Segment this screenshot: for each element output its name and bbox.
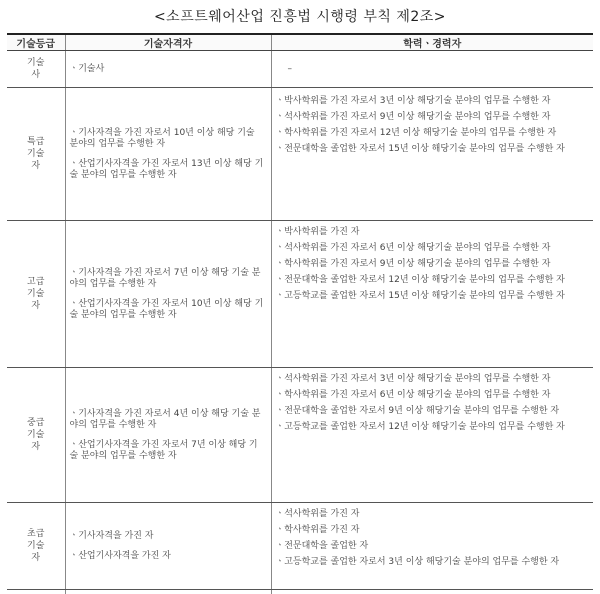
education-item: ㆍ학사학위를 가진 자로서 12년 이상 해당기술 분야의 업무를 수행한 자 bbox=[276, 128, 586, 139]
certificate-item: ㆍ산업기사자격을 가진 자로서 7년 이상 해당 기술 분야의 업무를 수행한 자 bbox=[70, 440, 265, 462]
education-item: ㆍ전문대학을 졸업한 자로서 9년 이상 해당기술 분야의 업무를 수행한 자 bbox=[276, 406, 586, 417]
education-cell bbox=[271, 221, 593, 368]
certificate-item: ㆍ기사자격을 가진 자로서 4년 이상 해당 기술 분야의 업무를 수행한 자 bbox=[70, 409, 265, 431]
education-item: ㆍ고등학교를 졸업한 자로서 12년 이상 해당기술 분야의 업무를 수행한 자 bbox=[276, 422, 586, 433]
grade-label: 중급기술자 bbox=[24, 417, 48, 453]
empty-cell bbox=[65, 590, 271, 594]
empty-cell bbox=[271, 590, 593, 594]
education-item: ㆍ고등학교를 졸업한 자로서 3년 이상 해당기술 분야의 업무를 수행한 자 bbox=[276, 557, 586, 568]
table-row bbox=[7, 368, 593, 503]
education-item: ㆍ전문대학을 졸업한 자로서 12년 이상 해당기술 분야의 업무를 수행한 자 bbox=[276, 275, 586, 286]
certificate-item: ㆍ산업기사자격을 가진 자로서 13년 이상 해당 기술 분야의 업무를 수행한 자 bbox=[70, 159, 265, 181]
empty-cell bbox=[7, 590, 65, 594]
certificate-cell bbox=[65, 368, 271, 503]
header-certificate: 기술자격자 bbox=[65, 34, 271, 51]
education-item: ㆍ전문대학을 졸업한 자로서 15년 이상 해당기술 분야의 업무를 수행한 자 bbox=[276, 144, 586, 155]
education-item: ㆍ학사학위를 가진 자로서 9년 이상 해당기술 분야의 업무를 수행한 자 bbox=[276, 259, 586, 270]
education-item: ㆍ석사학위를 가진 자로서 6년 이상 해당기술 분야의 업무를 수행한 자 bbox=[276, 243, 586, 254]
table-row bbox=[7, 503, 593, 590]
education-item: ㆍ박사학위를 가진 자 bbox=[276, 227, 586, 238]
education-item: ㆍ석사학위를 가진 자로서 3년 이상 해당기술 분야의 업무를 수행한 자 bbox=[276, 374, 586, 385]
certificate-item: ㆍ산업기사자격을 가진 자 bbox=[70, 551, 265, 562]
education-cell bbox=[271, 503, 593, 590]
table-row bbox=[7, 88, 593, 221]
education-cell bbox=[271, 368, 593, 503]
table-row-cutoff bbox=[7, 590, 593, 594]
table-header-row bbox=[7, 34, 593, 51]
certificate-item: ㆍ기사자격을 가진 자로서 10년 이상 해당 기술 분야의 업무를 수행한 자 bbox=[70, 128, 265, 150]
certificate-cell bbox=[65, 221, 271, 368]
grade-label: 기술사 bbox=[24, 57, 48, 81]
table-row bbox=[7, 221, 593, 368]
grade-cell bbox=[7, 51, 65, 88]
tech-grade-table bbox=[7, 33, 593, 594]
education-item: ㆍ전문대학을 졸업한 자 bbox=[276, 541, 586, 552]
education-item: ㆍ학사학위를 가진 자로서 6년 이상 해당기술 분야의 업무를 수행한 자 bbox=[276, 390, 586, 401]
education-item: ㆍ고등학교를 졸업한 자로서 15년 이상 해당기술 분야의 업무를 수행한 자 bbox=[276, 291, 586, 302]
certificate-item: ㆍ기사자격을 가진 자로서 7년 이상 해당 기술 분야의 업무를 수행한 자 bbox=[70, 268, 265, 290]
grade-cell bbox=[7, 88, 65, 221]
grade-label: 특급기술자 bbox=[24, 136, 48, 172]
education-item: ㆍ석사학위를 가진 자 bbox=[276, 509, 586, 520]
header-education: 학력ㆍ경력자 bbox=[271, 34, 593, 51]
education-item: ㆍ박사학위를 가진 자로서 3년 이상 해당기술 분야의 업무를 수행한 자 bbox=[276, 96, 586, 107]
education-cell bbox=[271, 88, 593, 221]
certificate-cell bbox=[65, 51, 271, 88]
certificate-item: ㆍ기사자격을 가진 자 bbox=[70, 531, 265, 542]
grade-label: 고급기술자 bbox=[24, 276, 48, 312]
education-item: ㆍ석사학위를 가진 자로서 9년 이상 해당기술 분야의 업무를 수행한 자 bbox=[276, 112, 586, 123]
education-item: – bbox=[288, 64, 586, 75]
education-item: ㆍ학사학위를 가진 자 bbox=[276, 525, 586, 536]
education-cell bbox=[271, 51, 593, 88]
header-grade: 기술등급 bbox=[7, 34, 65, 51]
certificate-item: ㆍ산업기사자격을 가진 자로서 10년 이상 해당 기술 분야의 업무를 수행한 자 bbox=[70, 299, 265, 321]
grade-label: 초급기술자 bbox=[24, 528, 48, 564]
grade-cell bbox=[7, 503, 65, 590]
grade-cell bbox=[7, 368, 65, 503]
grade-cell bbox=[7, 221, 65, 368]
certificate-item: ㆍ기술사 bbox=[70, 64, 265, 75]
certificate-cell bbox=[65, 88, 271, 221]
page-title: <소프트웨어산업 진흥법 시행령 부칙 제2조> bbox=[0, 6, 600, 26]
table-row bbox=[7, 51, 593, 88]
certificate-cell bbox=[65, 503, 271, 590]
